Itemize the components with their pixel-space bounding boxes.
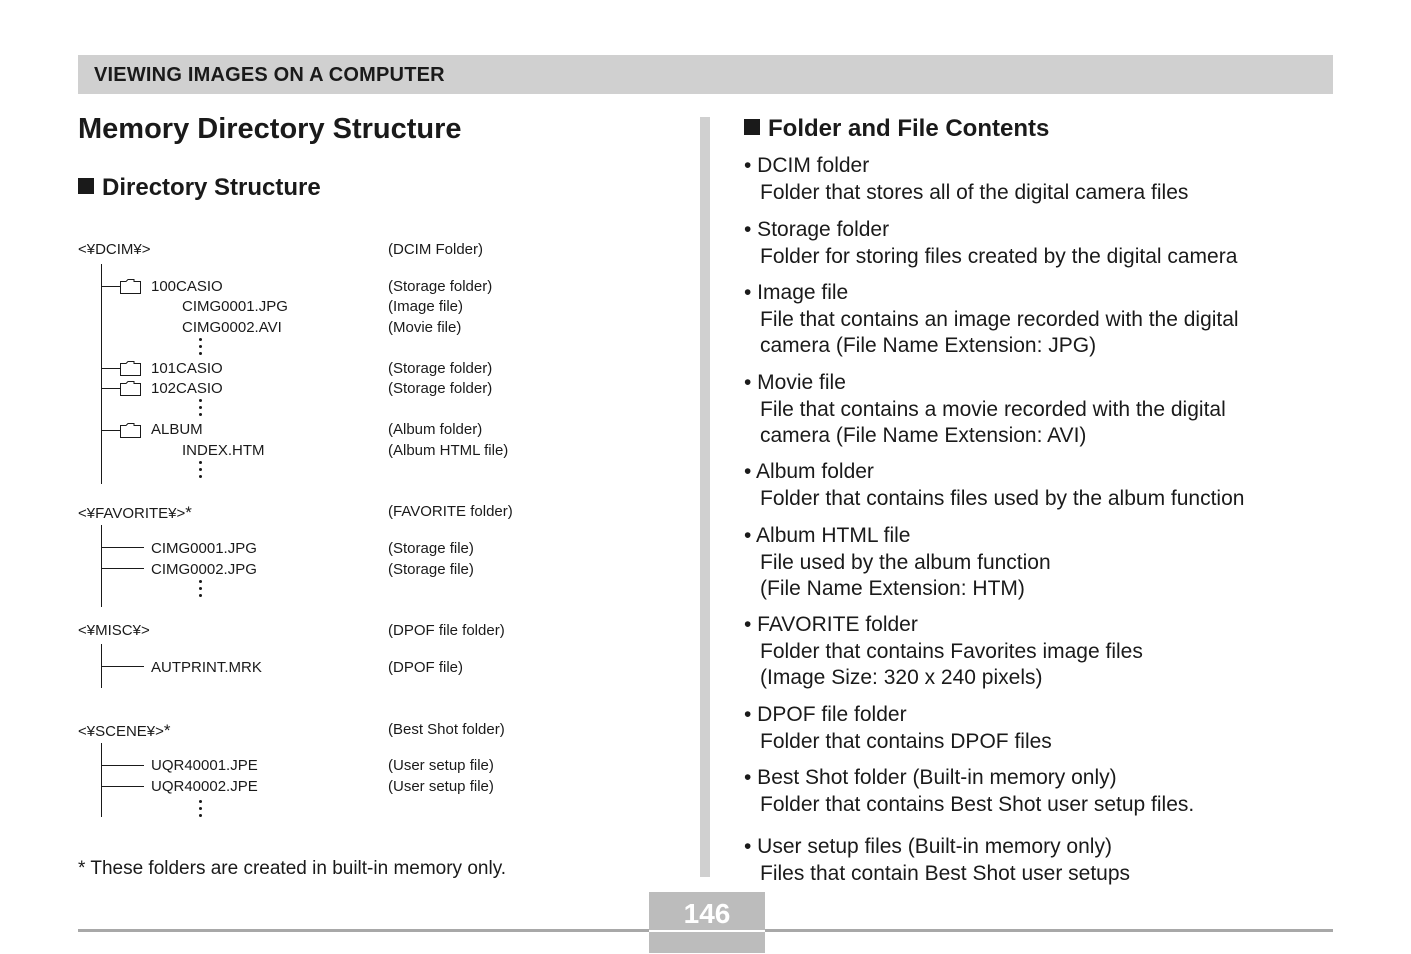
list-item <box>744 280 1239 360</box>
column-divider <box>700 117 710 877</box>
ellipsis-icon <box>199 338 202 359</box>
square-bullet-icon <box>744 119 760 135</box>
tree-album-name: ALBUM <box>151 421 203 438</box>
tree-img1-desc: (Image file) <box>388 298 464 315</box>
ellipsis-icon <box>199 399 202 420</box>
tree-album-desc: (Album folder) <box>388 421 483 438</box>
page-number: 146 <box>683 898 731 929</box>
tree-misc-desc: (DPOF file folder) <box>388 622 505 639</box>
tree-branch <box>101 430 120 431</box>
asterisk-mark: * <box>185 503 192 522</box>
list-item-desc: Folder that stores all of the digital camera files <box>760 180 1189 204</box>
list-item-desc: Files that contain Best Shot user setups <box>760 861 1131 885</box>
list-item <box>744 702 1052 755</box>
list-item-desc: File that contains an image recorded with the digital <box>760 307 1239 331</box>
tree-scene-desc: (Best Shot folder) <box>388 721 505 738</box>
list-item <box>744 370 1226 450</box>
tree-100casio-desc: (Storage folder) <box>388 278 493 295</box>
directory-structure-title: Directory Structure <box>102 174 321 201</box>
list-item-title: • Album HTML file <box>744 524 911 547</box>
directory-structure-heading <box>78 174 321 202</box>
folder-icon <box>120 279 141 294</box>
tree-branch <box>101 786 144 787</box>
tree-index-desc: (Album HTML file) <box>388 442 509 459</box>
ellipsis-icon <box>199 580 202 601</box>
list-item <box>744 765 1194 818</box>
tree-101casio-desc: (Storage folder) <box>388 360 493 377</box>
tree-dcim-name: <¥DCIM¥> <box>78 241 151 258</box>
list-item-desc: Folder that contains DPOF files <box>760 729 1052 753</box>
tree-branch <box>101 547 144 548</box>
tree-dcim-trunk <box>101 264 102 484</box>
tree-branch <box>101 368 120 369</box>
folder-icon <box>120 361 141 376</box>
list-item-title: • Image file <box>744 281 849 304</box>
tree-102casio-desc: (Storage folder) <box>388 380 493 397</box>
tree-fav2-desc: (Storage file) <box>388 561 474 578</box>
tree-101casio-name: 101CASIO <box>151 360 223 377</box>
list-item <box>744 153 1188 206</box>
tree-uqr1-name: UQR40001.JPE <box>151 757 258 774</box>
tree-misc-name: <¥MISC¥> <box>78 622 150 639</box>
tree-fav2-name: CIMG0002.JPG <box>151 561 257 578</box>
tree-scene-trunk <box>101 743 102 817</box>
tree-102casio-name: 102CASIO <box>151 380 223 397</box>
folder-file-contents-title: Folder and File Contents <box>768 115 1050 142</box>
list-item-desc: File that contains a movie recorded with the digital <box>760 397 1226 421</box>
footnote-text: These folders are created in built-in memory only. <box>85 858 507 879</box>
tree-fav1-name: CIMG0001.JPG <box>151 540 257 557</box>
page-title: Memory Directory Structure <box>78 113 462 145</box>
list-item-title: • DPOF file folder <box>744 703 907 726</box>
tree-branch <box>101 388 120 389</box>
tree-mov2-desc: (Movie file) <box>388 319 462 336</box>
ellipsis-icon <box>199 800 202 821</box>
list-item-desc: camera (File Name Extension: AVI) <box>760 424 1087 447</box>
list-item-title: • DCIM folder <box>744 154 870 177</box>
square-bullet-icon <box>78 178 94 194</box>
tree-fav1-desc: (Storage file) <box>388 540 474 557</box>
tree-scene-name: <¥SCENE¥>* <box>78 721 171 740</box>
tree-favorite-desc: (FAVORITE folder) <box>388 503 513 520</box>
tree-uqr1-desc: (User setup file) <box>388 757 494 774</box>
tree-favorite-name: <¥FAVORITE¥>* <box>78 503 192 522</box>
footnote <box>78 858 506 880</box>
list-item <box>744 523 1051 603</box>
list-item-desc: Folder that contains files used by the album function <box>760 486 1245 510</box>
folder-file-contents-heading <box>744 115 1049 143</box>
page-number-separator <box>649 930 765 932</box>
tree-uqr2-desc: (User setup file) <box>388 778 494 795</box>
tree-branch <box>101 568 144 569</box>
tree-dcim-desc: (DCIM Folder) <box>388 241 484 258</box>
tree-index-name: INDEX.HTM <box>182 442 265 459</box>
list-item-title: • Storage folder <box>744 218 890 241</box>
tree-branch <box>101 765 144 766</box>
ellipsis-icon <box>199 461 202 482</box>
tree-autprint-name: AUTPRINT.MRK <box>151 659 262 676</box>
list-item-title: • Album folder <box>744 460 874 483</box>
folder-icon <box>120 423 141 438</box>
list-item-title: • User setup files (Built-in memory only) <box>744 835 1112 858</box>
list-item <box>744 217 1237 270</box>
list-item-desc: camera (File Name Extension: JPG) <box>760 334 1097 357</box>
asterisk-mark: * <box>163 721 171 740</box>
list-item-desc: (Image Size: 320 x 240 pixels) <box>760 666 1043 689</box>
list-item <box>744 834 1130 887</box>
list-item <box>744 612 1143 692</box>
folder-icon <box>120 381 141 396</box>
footnote-mark: * <box>78 858 86 879</box>
header-bar <box>78 55 1333 94</box>
tree-100casio-name: 100CASIO <box>151 278 223 295</box>
tree-favorite-trunk <box>101 525 102 607</box>
tree-uqr2-name: UQR40002.JPE <box>151 778 258 795</box>
list-item <box>744 459 1244 512</box>
header-title: VIEWING IMAGES ON A COMPUTER <box>94 64 445 86</box>
page-number-box <box>649 892 765 953</box>
list-item-title: • FAVORITE folder <box>744 613 918 636</box>
tree-branch <box>101 286 120 287</box>
list-item-desc: (File Name Extension: HTM) <box>760 577 1025 600</box>
tree-mov2-name: CIMG0002.AVI <box>182 319 282 336</box>
list-item-desc: Folder for storing files created by the digital camera <box>760 244 1238 268</box>
list-item-desc: Folder that contains Favorites image files <box>760 639 1143 663</box>
list-item-title: • Movie file <box>744 371 846 394</box>
tree-autprint-desc: (DPOF file) <box>388 659 463 676</box>
list-item-title: • Best Shot folder (Built-in memory only) <box>744 766 1117 789</box>
tree-img1-name: CIMG0001.JPG <box>182 298 288 315</box>
tree-branch <box>101 666 144 667</box>
list-item-desc: File used by the album function <box>760 550 1051 574</box>
list-item-desc: Folder that contains Best Shot user setup files. <box>760 792 1195 816</box>
